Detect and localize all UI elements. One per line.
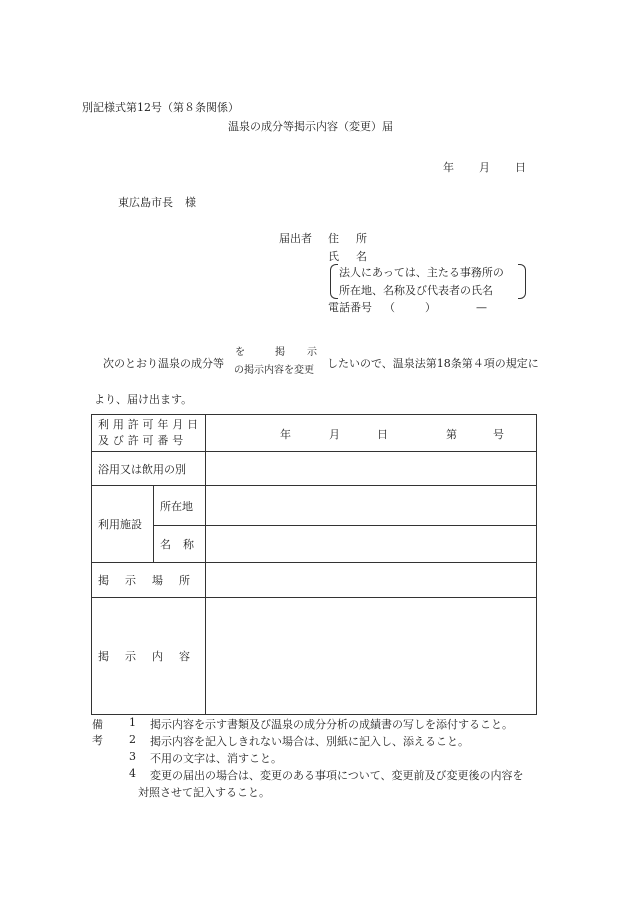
note-text: 掲示内容を示す書類及び温泉の成分分析の成績書の写しを添付すること。 <box>150 718 513 731</box>
body-text-line2: より、届け出ます。 <box>94 393 193 406</box>
pc-char-2: 示 <box>125 650 136 663</box>
note-4-continuation: 対照させて記入すること。 <box>138 786 270 799</box>
phone-open-paren: （ <box>384 301 395 314</box>
facility-name-value-cell[interactable] <box>206 526 537 563</box>
posting-content-row <box>92 598 537 715</box>
posting-content-label <box>92 598 206 715</box>
pc-char-3: 内 <box>152 650 163 663</box>
pp-char-2: 示 <box>125 574 136 587</box>
permit-value-cell[interactable] <box>206 415 537 452</box>
note-number: 2 <box>129 733 136 746</box>
pc-char-1: 掲 <box>98 650 109 663</box>
posting-place-row <box>92 563 537 598</box>
permit-value <box>206 426 536 440</box>
note-number: 3 <box>129 750 136 763</box>
pp-char-3: 場 <box>152 574 163 587</box>
permit-label-line1: 利用許可年月日 <box>98 418 202 431</box>
facility-label: 利用施設 <box>92 486 154 563</box>
addressee-honorific: 様 <box>185 196 196 209</box>
applicant-name-label <box>328 251 367 262</box>
address-char-1: 住 <box>328 232 339 245</box>
corp-note-line2: 所在地、名称及び代表者の氏名 <box>339 284 493 297</box>
pp-char-4: 所 <box>179 574 190 587</box>
pc-char-4: 容 <box>179 650 190 663</box>
permit-label <box>98 417 205 449</box>
bath-drink-row <box>92 452 537 486</box>
name-char-2: 名 <box>356 250 367 263</box>
note-number: 4 <box>129 767 136 780</box>
phone-dash: — <box>476 301 487 314</box>
corp-note-line1: 法人にあっては、主たる事務所の <box>339 266 504 279</box>
location-value-cell[interactable] <box>206 486 537 526</box>
note-number: 1 <box>129 716 136 729</box>
facility-location-row <box>92 486 537 526</box>
bath-drink-label: 浴用又は飲用の別 <box>92 452 206 486</box>
permit-label-line2: 及び許可番号 <box>98 434 188 447</box>
left-bracket <box>330 264 338 299</box>
permit-day: 日 <box>377 428 388 441</box>
option-ji: 示 <box>307 347 317 358</box>
option-kei: 掲 <box>275 347 285 358</box>
posting-content-value-cell[interactable] <box>206 598 537 715</box>
body-text-part-b: したいので、温泉法第18条第４項の規定に <box>327 357 539 370</box>
body-option-posting <box>235 348 317 358</box>
date-month: 月 <box>479 161 490 174</box>
right-bracket <box>518 264 526 299</box>
pp-char-1: 掲 <box>98 574 109 587</box>
corporation-note <box>330 264 526 298</box>
permit-go: 号 <box>493 428 504 441</box>
bath-drink-value-cell[interactable] <box>206 452 537 486</box>
document-title: 温泉の成分等掲示内容（変更）届 <box>228 120 393 133</box>
date-day: 日 <box>515 161 526 174</box>
application-table <box>91 414 537 715</box>
permit-row <box>92 415 537 452</box>
posting-place-label <box>92 563 206 598</box>
permit-label-cell <box>92 415 206 452</box>
permit-dai: 第 <box>446 428 457 441</box>
address-char-2: 所 <box>356 232 367 245</box>
name-label-char-2: 称 <box>183 538 194 551</box>
phone-row <box>328 302 487 313</box>
note-text: 掲示内容を記入しきれない場合は、別紙に記入し、添えること。 <box>150 735 469 748</box>
addressee-name: 東広島市長 <box>118 196 173 209</box>
form-number-label: 別記様式第12号（第８条関係） <box>82 101 239 114</box>
note-text: 不用の文字は、消すこと。 <box>150 752 282 765</box>
note-text: 変更の届出の場合は、変更のある事項について、変更前及び変更後の内容を <box>150 769 524 782</box>
applicant-address-label <box>328 233 367 244</box>
permit-month: 月 <box>329 428 340 441</box>
facility-name-label <box>154 526 206 563</box>
body-text-part-a: 次のとおり温泉の成分等 <box>103 357 224 370</box>
phone-close-paren: ） <box>425 301 436 314</box>
location-label: 所在地 <box>154 486 206 526</box>
option-wo: を <box>235 347 245 358</box>
date-year: 年 <box>443 161 454 174</box>
posting-place-value-cell[interactable] <box>206 563 537 598</box>
notes-head: 備考 <box>92 718 103 747</box>
applicant-label: 届出者 <box>279 232 312 245</box>
name-char-1: 氏 <box>328 250 339 263</box>
phone-label: 電話番号 <box>328 301 372 314</box>
addressee <box>118 197 196 208</box>
permit-year: 年 <box>280 428 291 441</box>
name-label-char-1: 名 <box>160 538 171 551</box>
body-option-change: の掲示内容を変更 <box>234 365 314 376</box>
facility-name-row <box>92 526 537 563</box>
